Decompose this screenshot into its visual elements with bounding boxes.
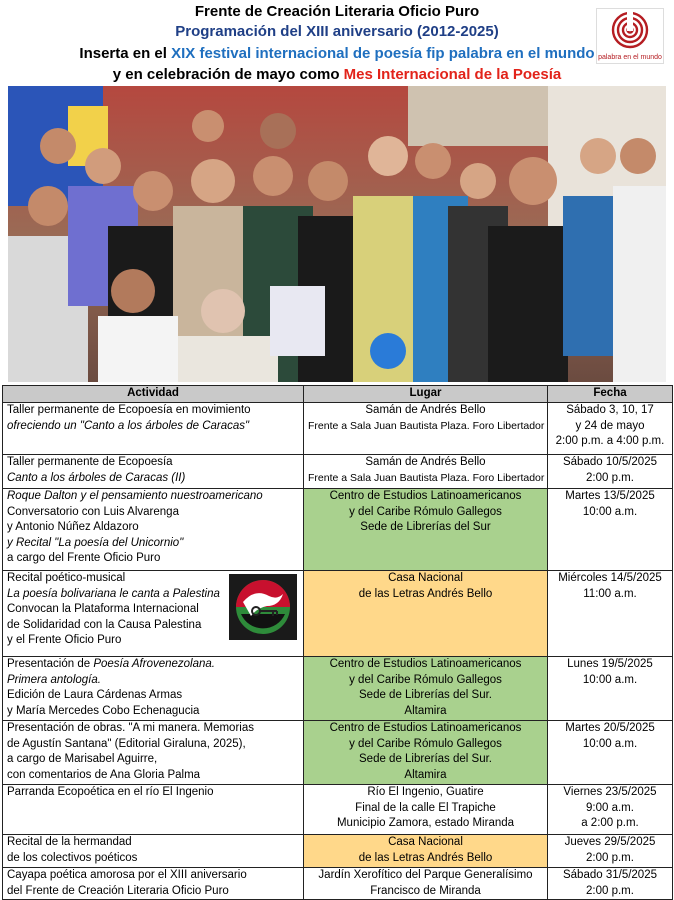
- place-line: Altamira: [404, 704, 447, 717]
- activity-line: y Recital "La poesía del Unicornio": [7, 536, 184, 549]
- activity-line: de Agustín Santana" (Editorial Giraluna, 2025),: [7, 737, 246, 750]
- activity-line: ofreciendo un "Canto a los árboles de Caracas": [7, 419, 250, 432]
- place-cell: [304, 571, 548, 657]
- date-cell: [548, 721, 673, 785]
- date-line: 10:00 a.m.: [582, 673, 638, 686]
- date-line: Lunes 19/5/2025: [567, 658, 653, 670]
- festival-logo: [596, 8, 664, 64]
- place-line: Samán de Andrés Bello: [365, 456, 486, 468]
- activity-line: Recital poético-musical: [7, 572, 126, 584]
- place-line: Samán de Andrés Bello: [365, 404, 486, 416]
- activity-line: [7, 657, 299, 673]
- date-line: 2:00 p.m.: [586, 471, 634, 484]
- date-cell: [548, 657, 673, 721]
- place-line: Altamira: [404, 768, 447, 781]
- place-line: Francisco de Miranda: [370, 884, 481, 897]
- activity-cell: [3, 868, 304, 900]
- date-line: 2:00 p.m.: [586, 884, 634, 897]
- activity-line: de los colectivos poéticos: [7, 851, 138, 864]
- activity-line: del Frente de Creación Literaria Oficio Puro: [7, 884, 229, 897]
- activity-line: Convocan la Plataforma Internacional: [7, 603, 199, 615]
- date-line: y 24 de mayo: [575, 419, 645, 432]
- table-row: [3, 785, 673, 835]
- celebration-name: Mes Internacional de la Poesía: [343, 66, 562, 83]
- place-line: Sede de Librerías del Sur.: [359, 753, 492, 765]
- place-line: Sede de Librerías del Sur.: [359, 689, 492, 701]
- program-table: [2, 385, 673, 900]
- place-line: Casa Nacional: [388, 836, 463, 848]
- activity-line: Taller permanente de Ecopoesía: [7, 456, 173, 468]
- activity-cell: [3, 835, 304, 868]
- column-header-actividad: Actividad: [3, 386, 304, 403]
- date-line: a 2:00 p.m.: [581, 817, 639, 829]
- place-line: Río El Ingenio, Guatire: [367, 786, 484, 798]
- place-line: Casa Nacional: [388, 572, 463, 584]
- place-line: de las Letras Andrés Bello: [358, 587, 493, 600]
- celebration-prefix: y en celebración de mayo como: [112, 66, 344, 83]
- activity-line: La poesía bolivariana le canta a Palestina: [7, 587, 220, 600]
- date-line: Viernes 23/5/2025: [563, 786, 657, 798]
- activity-intro: Presentación de: [7, 658, 94, 670]
- activity-line: y Antonio Núñez Aldazoro: [7, 521, 139, 533]
- date-cell: [548, 835, 673, 868]
- group-photo-illustration: [8, 86, 666, 382]
- activity-line: con comentarios de Ana Gloria Palma: [7, 768, 201, 781]
- place-line: Centro de Estudios Latinoamericanos: [329, 722, 522, 734]
- table-row: [3, 455, 673, 489]
- place-cell: [304, 721, 548, 785]
- activity-book-title: Poesía Afrovenezolana.: [93, 658, 215, 670]
- activity-line: Conversatorio con Luis Alvarenga: [7, 505, 179, 518]
- place-line: y del Caribe Rómulo Gallegos: [349, 673, 502, 686]
- place-line: Centro de Estudios Latinoamericanos: [329, 490, 522, 502]
- logo-caption: palabra en el mundo: [598, 54, 662, 61]
- date-line: Sábado 10/5/2025: [562, 456, 657, 468]
- place-cell: [304, 785, 548, 835]
- group-photo: [8, 86, 666, 382]
- date-cell: [548, 571, 673, 657]
- date-line: Sábado 3, 10, 17: [566, 404, 654, 416]
- column-header-lugar: Lugar: [304, 386, 548, 403]
- place-line: de las Letras Andrés Bello: [358, 851, 493, 864]
- activity-line: Parranda Ecopoética en el río El Ingenio: [7, 786, 214, 798]
- date-line: Martes 20/5/2025: [565, 722, 655, 734]
- date-line: 2:00 p.m. a 4:00 p.m.: [555, 435, 665, 447]
- place-line: y del Caribe Rómulo Gallegos: [349, 505, 502, 518]
- header-festival-line: [0, 45, 674, 62]
- activity-line: Edición de Laura Cárdenas Armas: [7, 689, 183, 701]
- table-row: [3, 489, 673, 571]
- activity-cell: [3, 785, 304, 835]
- page-header: [0, 0, 674, 86]
- activity-line: Recital de la hermandad: [7, 836, 132, 848]
- table-row: [3, 657, 673, 721]
- table-row: [3, 868, 673, 900]
- activity-cell: [3, 721, 304, 785]
- date-cell: [548, 868, 673, 900]
- table-header-row: [3, 386, 673, 403]
- date-line: 2:00 p.m.: [586, 851, 634, 864]
- place-line: Frente a Sala Juan Bautista Plaza. Foro Libertador: [308, 471, 545, 484]
- date-cell: [548, 785, 673, 835]
- place-cell: [304, 657, 548, 721]
- place-line: Municipio Zamora, estado Miranda: [336, 817, 515, 829]
- header-subtitle: Programación del XIII aniversario (2012-2025): [175, 23, 499, 40]
- activity-line: y el Frente Oficio Puro: [7, 634, 122, 646]
- activity-line: a cargo de Marisabel Aguirre,: [7, 753, 158, 765]
- place-cell: [304, 835, 548, 868]
- table-row: [3, 571, 673, 657]
- place-line: Frente a Sala Juan Bautista Plaza. Foro Libertador: [308, 419, 545, 432]
- activity-line: Primera antología.: [7, 673, 101, 686]
- festival-prefix: Inserta en el: [79, 45, 172, 62]
- date-cell: [548, 489, 673, 571]
- place-line: Centro de Estudios Latinoamericanos: [329, 658, 522, 670]
- activity-line: Roque Dalton y el pensamiento nuestroamericano: [7, 490, 263, 502]
- date-line: 10:00 a.m.: [582, 737, 638, 750]
- festival-name: XIX festival internacional de poesía fip palabra en el mundo: [171, 45, 595, 62]
- place-cell: [304, 455, 548, 489]
- header-title: Frente de Creación Literaria Oficio Puro: [194, 3, 480, 20]
- activity-line: Canto a los árboles de Caracas (II): [7, 471, 186, 484]
- activity-line: de Solidaridad con la Causa Palestina: [7, 618, 202, 631]
- date-cell: [548, 455, 673, 489]
- activity-line: Cayapa poética amorosa por el XIII aniversario: [7, 869, 247, 881]
- header-celebration-line: [0, 66, 674, 83]
- table-row: [3, 721, 673, 785]
- date-line: 10:00 a.m.: [582, 505, 638, 518]
- activity-cell: [3, 657, 304, 721]
- palestine-solidarity-emblem-icon: [229, 574, 297, 640]
- date-line: Miércoles 14/5/2025: [558, 572, 662, 584]
- date-line: Jueves 29/5/2025: [564, 836, 656, 848]
- activity-cell: [3, 455, 304, 489]
- place-cell: [304, 489, 548, 571]
- activity-line: y María Mercedes Cobo Echenagucia: [7, 704, 200, 717]
- activity-line: Presentación de obras. "A mi manera. Memorias: [7, 722, 254, 734]
- table-row: [3, 835, 673, 868]
- date-cell: [548, 403, 673, 455]
- activity-line: Taller permanente de Ecopoesía en movimiento: [7, 404, 251, 416]
- date-line: 11:00 a.m.: [583, 587, 637, 600]
- place-line: Sede de Librerías del Sur: [360, 521, 491, 533]
- date-line: 9:00 a.m.: [586, 801, 634, 814]
- spiral-logo-icon: [597, 9, 663, 53]
- place-line: y del Caribe Rómulo Gallegos: [349, 737, 502, 750]
- place-line: Final de la calle El Trapiche: [355, 801, 496, 814]
- date-line: Sábado 31/5/2025: [562, 869, 657, 881]
- activity-cell: [3, 571, 304, 657]
- activity-cell: [3, 489, 304, 571]
- place-line: Jardín Xerofítico del Parque Generalísimo: [318, 869, 533, 881]
- date-line: Martes 13/5/2025: [565, 490, 655, 502]
- place-cell: [304, 868, 548, 900]
- activity-cell: [3, 403, 304, 455]
- table-row: [3, 403, 673, 455]
- activity-line: a cargo del Frente Oficio Puro: [7, 552, 161, 564]
- place-cell: [304, 403, 548, 455]
- column-header-fecha: Fecha: [548, 386, 673, 403]
